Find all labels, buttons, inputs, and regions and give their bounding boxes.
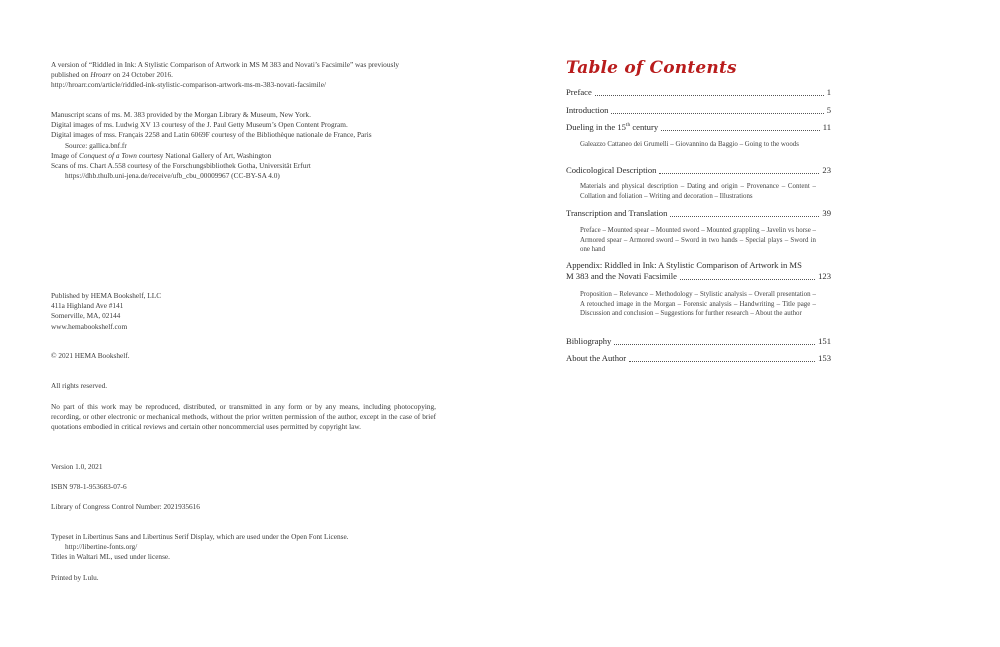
isbn-line [51, 482, 441, 492]
permission-text: No part of this work may be reproduced, distributed, or transmitted in any form or by any means, including photocopying, recording, or other electronic or mechanical methods, without the prior written permission of the author, except in the case of brief quotations embodied in critical reviews and certain other noncommercial uses permitted by copyright law. [51, 402, 436, 432]
previous-publication-notice [51, 60, 441, 91]
dot-leader [680, 279, 815, 280]
toc-entry-page: 39 [822, 208, 831, 218]
copyright-line [51, 351, 441, 361]
toc-entry-page: 153 [818, 353, 831, 363]
notice-url: http://hroarr.com/article/riddled-ink-stylistic-comparison-artwork-ms-m-383-novati-facsimile/ [51, 80, 326, 90]
toc-entry-page: 11 [822, 122, 831, 132]
toc-subtopics-codicological: Materials and physical description – Dating and origin – Provenance – Content – Collation and foliation – Writing and decoration – Illustrations [580, 183, 816, 200]
credit-morgan: Manuscript scans of ms. M. 383 provided by the Morgan Library & Museum, New York. [51, 110, 311, 119]
toc-entry-codicological[interactable] [566, 165, 831, 176]
copyright-text: © 2021 HEMA Bookshelf. [51, 351, 130, 360]
toc-entry-appendix[interactable] [566, 260, 831, 282]
toc-entry-title-line-2: M 383 and the Novati Facsimile [566, 271, 677, 281]
dot-leader [670, 216, 819, 217]
publisher-website: www.hemabookshelf.com [51, 321, 128, 331]
credit-nga [51, 151, 441, 161]
credit-getty: Digital images of ms. Ludwig XV 13 courtesy of the J. Paul Getty Museum’s Open Content Program. [51, 120, 348, 130]
credit-gotha-url: https://dhb.thulb.uni-jena.de/receive/ufb_cbu_00009967 (CC-BY-SA 4.0) [65, 171, 280, 181]
version-text: Version 1.0, 2021 [51, 462, 103, 471]
toc-subtopics-appendix: Proposition – Relevance – Methodology – Stylistic analysis – Overall presentation – A retouched image in the Morgan – Forensic analysis – Handwriting – Title page – Discussion and conclusion – Suggestions for further research – About the author [580, 291, 816, 317]
toc-dueling-title-post: century [630, 122, 659, 132]
toc-entry-title: Transcription and Translation [566, 208, 668, 218]
credit-nga-title: Conquest of a Town [78, 150, 137, 160]
toc-entry-dueling[interactable] [566, 122, 831, 133]
toc-entry-transcription[interactable] [566, 208, 831, 219]
credit-bnf: Digital images of mss. Français 2258 and Latin 6069F courtesy of the Bibliothèque nationale de France, Paris [51, 130, 372, 140]
toc-entry-introduction[interactable] [566, 105, 831, 116]
notice-line-1: A version of “Riddled in Ink: A Stylistic Comparison of Artwork in MS M 383 and Novati’s Facsimile” was previously [51, 60, 399, 69]
dot-leader [611, 113, 823, 114]
notice-site-name: Hroarr [90, 70, 112, 80]
toc-entry-title-line-2-row [566, 271, 831, 282]
notice-line-2-post: on 24 October 2016. [111, 70, 173, 80]
credit-nga-post: courtesy National Gallery of Art, Washington [136, 150, 272, 160]
toc-entry-page: 23 [822, 165, 831, 175]
credit-gotha: Scans of ms. Chart A.558 courtesy of the Forschungsbibliothek Gotha, Universität Erfurt [51, 161, 311, 171]
toc-entry-page: 123 [818, 271, 831, 281]
typeset-titles: Titles in Waltari ML, used under license. [51, 552, 170, 562]
toc-dueling-title-sup: th [625, 122, 631, 129]
toc-entry-title: Preface [566, 87, 592, 97]
toc-entry-about-author[interactable] [566, 353, 831, 364]
notice-line-2 [51, 70, 441, 80]
publisher-street: 411a Highland Ave #141 [51, 301, 124, 311]
dot-leader [661, 130, 820, 131]
toc-entry-title [566, 122, 658, 133]
image-credits [51, 110, 441, 181]
toc-entry-title-line-1: Appendix: Riddled in Ink: A Stylistic Comparison of Artwork in MS [566, 260, 802, 270]
version-line [51, 462, 441, 472]
printed-text: Printed by Lulu. [51, 573, 99, 582]
toc-entry-page: 151 [818, 336, 831, 346]
toc-entry-bibliography[interactable] [566, 336, 831, 347]
printed-line [51, 573, 441, 583]
typeset-url: http://libertine-fonts.org/ [65, 542, 138, 552]
typeset-fonts: Typeset in Libertinus Sans and Libertinus Serif Display, which are used under the Open Font License. [51, 532, 349, 541]
toc-entry-preface[interactable] [566, 87, 831, 98]
toc-entry-page: 5 [826, 105, 831, 115]
toc-title: Table of Contents [566, 58, 737, 78]
rights-text: All rights reserved. [51, 381, 108, 390]
publisher-city: Somerville, MA, 02144 [51, 311, 121, 321]
toc-entry-title: Introduction [566, 105, 609, 115]
toc-subtopics-transcription: Preface – Mounted spear – Mounted sword – Mounted grappling – Javelin vs horse – Armored spear – Armored sword – Sword in two hands – Special plays – Sword in one hand [580, 227, 816, 253]
dot-leader [595, 95, 824, 96]
dot-leader [629, 361, 815, 362]
notice-line-2-pre: published on [51, 70, 91, 80]
credit-nga-pre: Image of [51, 150, 79, 160]
permission-statement [51, 402, 436, 433]
toc-entry-title: Codicological Description [566, 165, 657, 175]
lccn-line [51, 502, 441, 512]
toc-subtopics-dueling: Galeazzo Cattaneo dei Grumelli – Giovannino da Baggio – Going to the woods [580, 141, 799, 148]
lccn-text: Library of Congress Control Number: 2021935616 [51, 502, 200, 511]
toc-entry-page: 1 [826, 87, 831, 97]
rights-line [51, 381, 441, 391]
publisher-name: Published by HEMA Bookshelf, LLC [51, 291, 162, 300]
isbn-text: ISBN 978-1-953683-07-6 [51, 482, 127, 491]
publisher-info [51, 291, 441, 332]
dot-leader [614, 344, 815, 345]
dot-leader [659, 173, 819, 174]
toc-entry-title: About the Author [566, 353, 627, 363]
toc-dueling-title-pre: Dueling in the 15 [566, 122, 626, 132]
credit-bnf-source: Source: gallica.bnf.fr [65, 140, 127, 150]
typeset-info [51, 532, 441, 563]
toc-entry-title: Bibliography [566, 336, 612, 346]
